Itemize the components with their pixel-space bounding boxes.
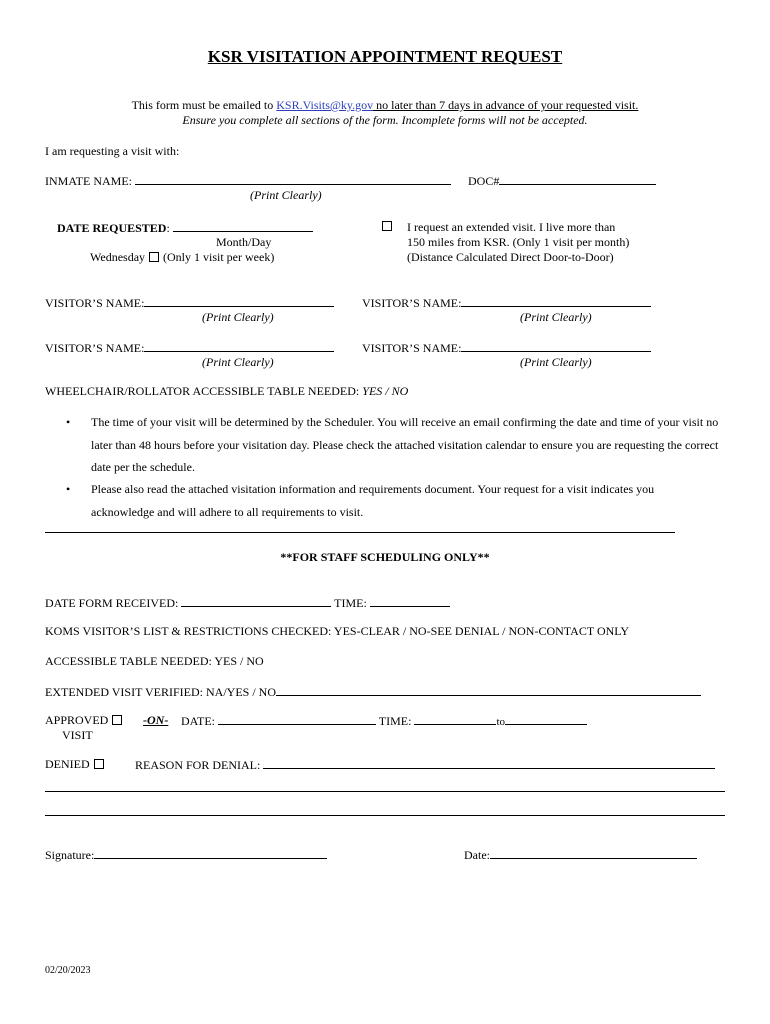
intro-deadline-text: no later than 7 days in advance of your requested visit. [373,98,639,112]
bullet-icon: • [66,415,71,429]
denial-reason-row [135,757,715,773]
signature-date-field[interactable] [490,847,697,859]
approved-label: APPROVED [45,713,109,727]
denial-reason-line-2[interactable] [45,791,725,792]
denial-reason-line-3[interactable] [45,815,725,816]
list-item [66,478,716,524]
visitor-2-print-clearly: (Print Clearly) [520,310,592,324]
wednesday-row [90,250,274,265]
approved-date-field[interactable] [218,713,376,725]
intro-text: This form must be emailed to [131,98,277,112]
date-requested-label: DATE REQUESTED [57,221,167,235]
visitor-3-label: VISITOR’S NAME: [45,341,145,355]
form-title: KSR VISITATION APPOINTMENT REQUEST [207,47,563,66]
date-received-row [45,595,450,611]
date-requested-colon: : [166,221,173,235]
denial-reason-label: REASON FOR DENIAL: [135,758,264,772]
approved-time-start-field[interactable] [414,713,496,725]
request-lead: I am requesting a visit with: [45,144,180,158]
wednesday-label: Wednesday [90,250,146,264]
approved-time-to: to [496,716,506,728]
accessible-table-request [45,384,408,399]
visitor-1-row [45,295,334,311]
bullet-icon: • [66,482,71,496]
signature-field[interactable] [94,847,327,859]
inmate-print-clearly: (Print Clearly) [250,188,322,202]
visitor-4-label: VISITOR’S NAME: [362,341,462,355]
inmate-name-row [45,173,451,189]
bullet-scheduler-text: The time of your visit will be determined by the Scheduler. You will receive an email confirming the date and time of your visit no later than 48 hours before your visitation day. Please check the attached visitation calendar to ensure you are requesting the correct date per the schedule. [91,415,719,474]
bullet-requirements-text: Please also read the attached visitation information and requirements document. Your request for a visit indicates you acknowledge and will adhere to all requirements to visit. [91,482,655,519]
approved-row [45,713,126,728]
section-divider [45,532,675,533]
extended-visit-line-3: (Distance Calculated Direct Door-to-Door) [407,250,614,264]
doc-label: DOC# [468,174,500,188]
signature-date-label: Date: [464,848,490,862]
staff-section-heading: **FOR STAFF SCHEDULING ONLY** [280,550,490,564]
visitor-2-field[interactable] [461,295,651,307]
inmate-name-label: INMATE NAME: [45,174,135,188]
signature-row [45,847,327,863]
approved-checkbox[interactable] [112,715,122,725]
visitor-1-field[interactable] [144,295,334,307]
date-requested-row [57,220,313,236]
date-requested-field[interactable] [173,220,313,232]
approved-visit-label: VISIT [62,728,93,742]
visitor-1-print-clearly: (Print Clearly) [202,310,274,324]
month-day-hint: Month/Day [216,235,272,249]
staff-accessible-table: ACCESSIBLE TABLE NEEDED: YES / NO [45,654,264,668]
koms-check-line: KOMS VISITOR’S LIST & RESTRICTIONS CHECKED: YES-CLEAR / NO-SEE DENIAL / NON-CONTACT ONLY [45,624,630,638]
approved-time-label: TIME: [378,714,415,728]
visitor-4-field[interactable] [461,340,651,352]
visitor-2-row [362,295,651,311]
extended-verified-row [45,684,701,700]
time-received-field[interactable] [370,595,450,607]
denial-reason-field[interactable] [263,757,715,769]
visitor-2-label: VISITOR’S NAME: [362,296,462,310]
doc-number-field[interactable] [499,173,656,185]
doc-number-row [468,173,656,189]
visitor-4-print-clearly: (Print Clearly) [520,355,592,369]
denied-row [45,757,108,772]
inmate-name-field[interactable] [135,173,451,185]
denied-label: DENIED [45,757,90,771]
form-revision-date: 02/20/2023 [45,965,91,976]
visitor-3-print-clearly: (Print Clearly) [202,355,274,369]
extended-visit-line-1: I request an extended visit. I live more than [407,220,616,234]
visitor-1-label: VISITOR’S NAME: [45,296,145,310]
list-item [66,411,719,479]
completion-notice: Ensure you complete all sections of the form. Incomplete forms will not be accepted. [182,113,588,127]
visitor-3-row [45,340,334,356]
email-instruction [0,98,770,113]
wednesday-checkbox[interactable] [149,252,159,262]
extended-verified-field[interactable] [276,684,701,696]
extended-visit-checkbox[interactable] [382,221,392,231]
accessible-table-options: YES / NO [362,384,409,398]
signature-label: Signature: [45,848,95,862]
extended-visit-line-2: 150 miles from KSR. (Only 1 visit per month) [407,235,630,249]
visitor-4-row [362,340,651,356]
approved-date-label: DATE: [181,714,218,728]
extended-verified-label: EXTENDED VISIT VERIFIED: NA/YES / NO [45,685,276,699]
date-received-field[interactable] [181,595,331,607]
email-link[interactable]: KSR.Visits@ky.gov [276,98,374,112]
approved-date-row [181,713,587,729]
time-received-label: TIME: [334,596,370,610]
wednesday-note: (Only 1 visit per week) [163,250,275,264]
denied-checkbox[interactable] [94,759,104,769]
signature-date-row [464,847,697,863]
visitor-3-field[interactable] [144,340,334,352]
approved-time-end-field[interactable] [505,713,587,725]
on-label: -ON- [143,713,169,727]
date-received-label: DATE FORM RECEIVED: [45,596,182,610]
accessible-table-label: WHEELCHAIR/ROLLATOR ACCESSIBLE TABLE NEEDED: [45,384,363,398]
